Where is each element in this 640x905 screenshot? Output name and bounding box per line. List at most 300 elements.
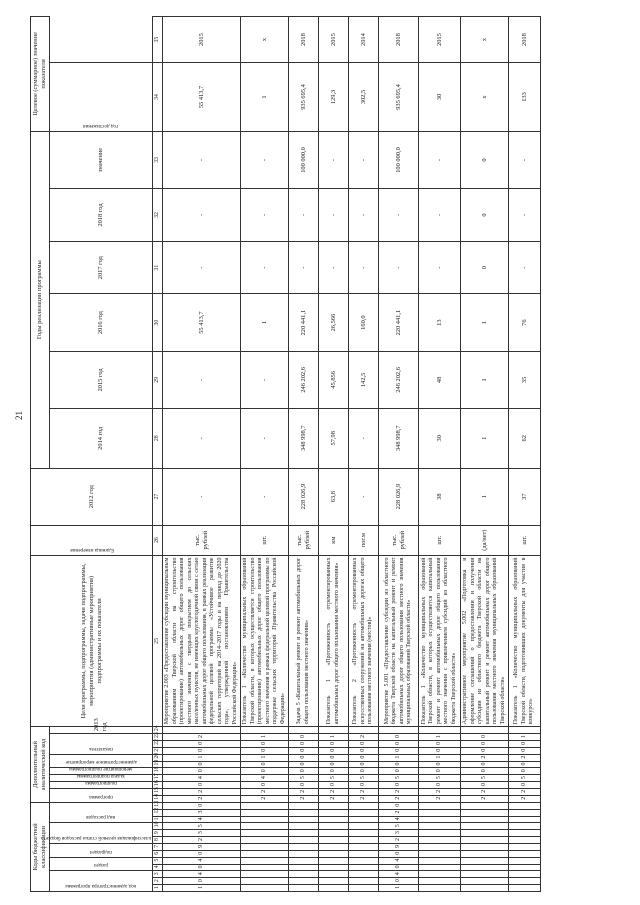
- code-cell: [461, 830, 509, 837]
- code-cell: 3: [379, 830, 419, 837]
- target-year: 2018: [509, 17, 541, 63]
- unit-cell: пог.м: [349, 525, 379, 555]
- col-number: 16: [153, 782, 163, 789]
- code-cell: [461, 878, 509, 885]
- code-cell: [349, 802, 379, 809]
- year-value: -: [163, 241, 241, 294]
- code-cell: 0: [419, 741, 461, 748]
- code-cell: [509, 809, 541, 816]
- code-cell: [319, 830, 349, 837]
- target-value: 935 695,4: [379, 63, 419, 132]
- code-cell: 0: [163, 878, 241, 885]
- year-value: 48: [419, 351, 461, 408]
- indicator-header: показатель: [89, 745, 113, 752]
- code-cell: 2: [419, 795, 461, 802]
- program-table: [30, 16, 541, 892]
- code-cell: 0: [461, 734, 509, 741]
- value-2012: 228 026,9: [289, 468, 319, 525]
- value-2012: -: [349, 468, 379, 525]
- code-cell: 2: [241, 795, 289, 802]
- code-cell: 0: [461, 747, 509, 754]
- section-header: раздел: [93, 862, 109, 869]
- year-value: 100 000,0: [379, 131, 419, 188]
- year-value: 1: [461, 294, 509, 351]
- year-value: 142,5: [349, 351, 379, 408]
- code-cell: 0: [163, 761, 241, 768]
- year-value: 246 202,6: [379, 351, 419, 408]
- code-cell: 4: [163, 775, 241, 782]
- code-cell: 0: [379, 878, 419, 885]
- code-cell: 2: [289, 789, 319, 796]
- year-value: -: [163, 131, 241, 188]
- measure-header: мероприятие подпрограммы: [69, 766, 133, 773]
- code-cell: 5: [163, 823, 241, 830]
- unit-cell: тыс. рублей: [379, 525, 419, 555]
- year-value: -: [319, 241, 349, 294]
- code-cell: 0: [241, 747, 289, 754]
- code-cell: [419, 857, 461, 864]
- col-number: 1: [153, 885, 163, 892]
- code-cell: 5: [461, 775, 509, 782]
- year-value: -: [163, 351, 241, 408]
- code-cell: [241, 802, 289, 809]
- code-cell: 5: [379, 775, 419, 782]
- activity-header: административное мероприятие: [65, 759, 137, 766]
- code-cell: 1: [163, 754, 241, 761]
- code-cell: 5: [419, 775, 461, 782]
- col-number: 33: [153, 131, 163, 188]
- unit-cell: км: [319, 525, 349, 555]
- year-2017-header: 2017 год: [50, 241, 153, 294]
- year-value: -: [289, 241, 319, 294]
- year-value: -: [241, 189, 289, 242]
- col-number: 24: [153, 727, 163, 734]
- row-name: Мероприятие 2.003 «Предоставление субсидии муниципальным образованиям Тверской области на строительство (проектирование) автомобильных дорог общего пользования местного значения с твердым покрытием до сельских населенных пунктов, не имеющих круглогодичной связи с сетью автомобильных дорог общего пользования, в рамках реализации федеральной целевой программы «Устойчивое развитие сельских территорий на 2014–2017 годы и на период до 2020 года», утвержденной постановлением Правительства Российской Федерации»: [163, 555, 241, 727]
- target-value: 1: [241, 63, 289, 132]
- code-cell: [461, 843, 509, 850]
- code-cell: [461, 871, 509, 878]
- code-cell: [349, 885, 379, 892]
- code-cell: [289, 871, 319, 878]
- year-value: 0: [461, 131, 509, 188]
- page-number: 21: [14, 411, 24, 420]
- code-cell: [461, 837, 509, 844]
- target-year: 2014: [349, 17, 379, 63]
- col-number: 22: [153, 741, 163, 748]
- code-cell: [461, 850, 509, 857]
- code-cell: 1: [419, 754, 461, 761]
- code-cell: [241, 837, 289, 844]
- code-cell: [349, 871, 379, 878]
- code-cell: 0: [509, 768, 541, 775]
- code-cell: 4: [163, 871, 241, 878]
- code-cell: 0: [461, 782, 509, 789]
- code-cell: [509, 843, 541, 850]
- year-value: 220 441,1: [289, 294, 319, 351]
- year-value: -: [509, 131, 541, 188]
- year-value: 30: [419, 408, 461, 468]
- code-cell: [289, 857, 319, 864]
- budget-class-header: Коды бюджетной классификации: [31, 802, 50, 891]
- year-value: -: [349, 241, 379, 294]
- col-number: 8: [153, 837, 163, 844]
- year-value: 26,566: [319, 294, 349, 351]
- code-cell: 0: [163, 747, 241, 754]
- code-cell: [419, 830, 461, 837]
- table-body: [163, 17, 541, 892]
- code-cell: 0: [461, 741, 509, 748]
- code-cell: 0: [163, 782, 241, 789]
- code-cell: [319, 802, 349, 809]
- code-cell: [241, 871, 289, 878]
- code-cell: [289, 802, 319, 809]
- year-value: -: [419, 241, 461, 294]
- row-name: Административное мероприятие 5.002 «Подготовка и оформление соглашений о предоставлении и получении субсидии из областного бюджета Тверской области на капитальный ремонт и ремонт автомобильных дорог общего пользования местного значения муниципальных образований Тверской области»: [461, 555, 509, 727]
- code-cell: 0: [349, 754, 379, 761]
- code-cell: 1: [241, 734, 289, 741]
- row-name: Показатель 2 «Протяженность отремонтированных искусственных сооружений на автомобильных дорогах общего пользования местного значения (мостов)»: [349, 555, 379, 727]
- code-cell: [419, 837, 461, 844]
- code-cell: 0: [289, 768, 319, 775]
- code-cell: [319, 885, 349, 892]
- year-value: -: [419, 131, 461, 188]
- code-cell: [509, 864, 541, 871]
- code-cell: [289, 850, 319, 857]
- code-cell: 0: [379, 802, 419, 809]
- code-cell: [319, 809, 349, 816]
- code-cell: 2: [241, 789, 289, 796]
- code-cell: 0: [349, 782, 379, 789]
- target-value: 55 413,7: [163, 63, 241, 132]
- col-number: 21: [153, 747, 163, 754]
- year-value: 35: [509, 351, 541, 408]
- code-cell: 0: [241, 782, 289, 789]
- code-cell: 0: [319, 782, 349, 789]
- code-cell: [319, 850, 349, 857]
- col-number: 32: [153, 189, 163, 242]
- column-number-row: [153, 17, 163, 892]
- unit-cell: (да/нет): [461, 525, 509, 555]
- unit-column-header: Единица измерения: [69, 546, 114, 553]
- code-cell: [509, 823, 541, 830]
- target-value: 129,3: [319, 63, 349, 132]
- value-2012: -: [163, 468, 241, 525]
- code-cell: 0: [509, 747, 541, 754]
- code-cell: 2: [319, 789, 349, 796]
- code-cell: [289, 837, 319, 844]
- code-cell: [241, 857, 289, 864]
- code-cell: [461, 857, 509, 864]
- col-number: 3: [153, 871, 163, 878]
- unit-cell: шт.: [419, 525, 461, 555]
- code-cell: [461, 809, 509, 816]
- code-cell: [461, 802, 509, 809]
- code-cell: [289, 830, 319, 837]
- year-value: 57,98: [319, 408, 349, 468]
- year-value: 246 202,6: [289, 351, 319, 408]
- year-value: 100 000,0: [289, 131, 319, 188]
- code-cell: [241, 727, 289, 734]
- header-row-1: [31, 17, 50, 892]
- code-cell: [461, 885, 509, 892]
- code-cell: [419, 871, 461, 878]
- year-value: 0: [461, 189, 509, 242]
- col-number: 29: [153, 351, 163, 408]
- code-cell: 2: [163, 734, 241, 741]
- col-number: 4: [153, 864, 163, 871]
- code-cell: [461, 727, 509, 734]
- table-row: [241, 17, 289, 892]
- col-number: 7: [153, 843, 163, 850]
- code-cell: 9: [163, 843, 241, 850]
- code-cell: [319, 843, 349, 850]
- code-cell: 2: [289, 795, 319, 802]
- code-cell: [419, 816, 461, 823]
- code-cell: [289, 816, 319, 823]
- code-cell: 5: [349, 775, 379, 782]
- col-number: 26: [153, 525, 163, 555]
- year-value: 348 998,7: [289, 408, 319, 468]
- year-2018-header: 2018 год: [50, 189, 153, 242]
- code-cell: [319, 837, 349, 844]
- code-cell: 1: [379, 754, 419, 761]
- code-cell: 1: [163, 885, 241, 892]
- year-value: -: [349, 189, 379, 242]
- code-cell: [319, 864, 349, 871]
- code-cell: 0: [163, 850, 241, 857]
- unit-cell: тыс. рублей: [289, 525, 319, 555]
- year-2016-header: 2016 год: [50, 294, 153, 351]
- code-cell: 2: [163, 789, 241, 796]
- name-column-header: Цели программы, подпрограммы, задачи подпрограммы, мероприятия (административные мероприятия) подпрограммы и их показатели: [31, 555, 153, 727]
- table-row: [163, 17, 241, 892]
- code-cell: 2: [163, 837, 241, 844]
- year-value: -: [319, 189, 349, 242]
- code-cell: 0: [289, 741, 319, 748]
- table-row: [509, 17, 541, 892]
- code-cell: 1: [419, 734, 461, 741]
- year-value: -: [289, 189, 319, 242]
- code-cell: [349, 809, 379, 816]
- col-number: 5: [153, 857, 163, 864]
- code-cell: 0: [379, 768, 419, 775]
- code-cell: 2: [349, 795, 379, 802]
- code-cell: [419, 802, 461, 809]
- additional-code-header: Дополнительный аналитический код: [31, 727, 50, 802]
- code-cell: [509, 802, 541, 809]
- target-value: 133: [509, 63, 541, 132]
- col-number: 31: [153, 241, 163, 294]
- code-cell: [241, 830, 289, 837]
- code-cell: [509, 830, 541, 837]
- year-value: 348 998,7: [379, 408, 419, 468]
- code-cell: 1: [241, 754, 289, 761]
- code-cell: [319, 816, 349, 823]
- code-cell: 4: [379, 857, 419, 864]
- code-cell: [289, 878, 319, 885]
- table-row: [461, 17, 509, 892]
- col-number: 23: [153, 734, 163, 741]
- code-cell: [419, 864, 461, 871]
- code-cell: 4: [163, 857, 241, 864]
- target-year-header: год достижения: [83, 122, 119, 129]
- year-value: -: [419, 189, 461, 242]
- code-cell: 0: [241, 768, 289, 775]
- year-value: 0: [461, 241, 509, 294]
- code-cell: 2: [461, 789, 509, 796]
- code-cell: [289, 843, 319, 850]
- col-number: 14: [153, 795, 163, 802]
- code-cell: [419, 823, 461, 830]
- code-cell: [349, 830, 379, 837]
- target-group-header: Целевое (суммарное) значение показателя: [31, 17, 50, 132]
- col-number: 17: [153, 775, 163, 782]
- code-cell: 0: [319, 741, 349, 748]
- code-cell: [461, 823, 509, 830]
- code-cell: [349, 843, 379, 850]
- code-cell: 0: [163, 741, 241, 748]
- col-number: 19: [153, 761, 163, 768]
- code-cell: 2: [419, 789, 461, 796]
- row-name: Задача 5 «Капитальный ремонт и ремонт автомобильных дорог общего пользования местного значения»: [289, 555, 319, 727]
- code-cell: 3: [163, 830, 241, 837]
- code-cell: [419, 727, 461, 734]
- year-value: -: [241, 408, 289, 468]
- code-cell: 0: [379, 761, 419, 768]
- code-cell: [349, 816, 379, 823]
- code-cell: [319, 878, 349, 885]
- code-cell: 0: [319, 768, 349, 775]
- code-cell: 5: [379, 823, 419, 830]
- code-cell: 0: [289, 761, 319, 768]
- code-cell: 0: [379, 782, 419, 789]
- code-cell: [289, 864, 319, 871]
- code-cell: 0: [509, 761, 541, 768]
- unit-cell: шт.: [241, 525, 289, 555]
- year-2015-header: 2015 год: [50, 351, 153, 408]
- year-value: 13: [419, 294, 461, 351]
- code-cell: 0: [241, 761, 289, 768]
- col-number: 28: [153, 408, 163, 468]
- code-cell: [509, 885, 541, 892]
- year-value: 76: [509, 294, 541, 351]
- target-year: 2015: [319, 17, 349, 63]
- code-cell: 0: [419, 747, 461, 754]
- code-cell: 2: [349, 734, 379, 741]
- code-cell: 2: [509, 789, 541, 796]
- code-cell: 0: [461, 768, 509, 775]
- code-cell: [163, 727, 241, 734]
- col-number: 27: [153, 468, 163, 525]
- row-name: Показатель 1 «Количество муниципальных образований Тверской области, в которых осуществляется строительство (проектирование) автомобильных дорог общего пользования местного значения в рамках федеральной целевой программы по поддержке сельских территорий Правительства Российской Федерации»: [241, 555, 289, 727]
- code-cell: 0: [349, 741, 379, 748]
- year-value: -: [163, 189, 241, 242]
- value-2012: 1: [461, 468, 509, 525]
- code-cell: [289, 823, 319, 830]
- code-cell: [241, 809, 289, 816]
- code-cell: 0: [379, 747, 419, 754]
- code-cell: 0: [289, 754, 319, 761]
- year-value: 62: [509, 408, 541, 468]
- code-cell: 0: [163, 864, 241, 871]
- target-value: 935 695,4: [289, 63, 319, 132]
- code-cell: 0: [349, 761, 379, 768]
- code-cell: 4: [241, 775, 289, 782]
- year-value: -: [241, 131, 289, 188]
- code-cell: 0: [379, 734, 419, 741]
- code-cell: [419, 878, 461, 885]
- value-2012: 37: [509, 468, 541, 525]
- code-cell: [509, 857, 541, 864]
- year-value: 1: [461, 408, 509, 468]
- code-cell: [349, 823, 379, 830]
- year-value: 55 413,7: [163, 294, 241, 351]
- expense-type-header: вид расходов: [86, 814, 116, 821]
- unit-cell: тыс. рублей: [163, 525, 241, 555]
- year-2014-header: 2014 год: [50, 408, 153, 468]
- code-cell: [241, 850, 289, 857]
- code-cell: 3: [163, 809, 241, 816]
- code-cell: 0: [163, 768, 241, 775]
- code-cell: [509, 850, 541, 857]
- value-2012: 228 026,9: [379, 468, 419, 525]
- code-cell: [289, 885, 319, 892]
- subsection-header: подраздел: [89, 848, 113, 855]
- table-row: [419, 17, 461, 892]
- year-value: -: [319, 131, 349, 188]
- col-number: 2: [153, 878, 163, 885]
- value-2012: 63,8: [319, 468, 349, 525]
- code-cell: 0: [289, 747, 319, 754]
- year-value: -: [241, 241, 289, 294]
- code-cell: [289, 809, 319, 816]
- code-cell: 0: [379, 741, 419, 748]
- year-2012-header: 2012 год: [31, 468, 153, 525]
- col-number: 15: [153, 789, 163, 796]
- code-cell: 2: [461, 795, 509, 802]
- target-year: 2015: [163, 17, 241, 63]
- code-cell: 2: [509, 754, 541, 761]
- code-cell: 0: [419, 761, 461, 768]
- year-value: -: [241, 351, 289, 408]
- code-cell: 2: [509, 795, 541, 802]
- code-cell: 0: [379, 850, 419, 857]
- col-number: 11: [153, 816, 163, 823]
- target-year: 2015: [419, 17, 461, 63]
- table-row: [349, 17, 379, 892]
- rotated-page: [30, 12, 620, 892]
- subprogram-header: подпрограмма: [85, 780, 117, 787]
- target-year: 2018: [379, 17, 419, 63]
- code-cell: 0: [319, 754, 349, 761]
- code-cell: [319, 871, 349, 878]
- table-row: [289, 17, 319, 892]
- code-cell: 2: [163, 795, 241, 802]
- code-cell: [509, 837, 541, 844]
- code-cell: [349, 864, 379, 871]
- code-cell: [509, 878, 541, 885]
- col-number: 25: [153, 555, 163, 727]
- value-2012: -: [241, 468, 289, 525]
- target-value: 302,5: [349, 63, 379, 132]
- code-cell: [419, 809, 461, 816]
- code-cell: 9: [379, 843, 419, 850]
- table-row: [319, 17, 349, 892]
- code-cell: [241, 823, 289, 830]
- col-number: 30: [153, 294, 163, 351]
- code-cell: 2: [379, 837, 419, 844]
- code-cell: 0: [289, 782, 319, 789]
